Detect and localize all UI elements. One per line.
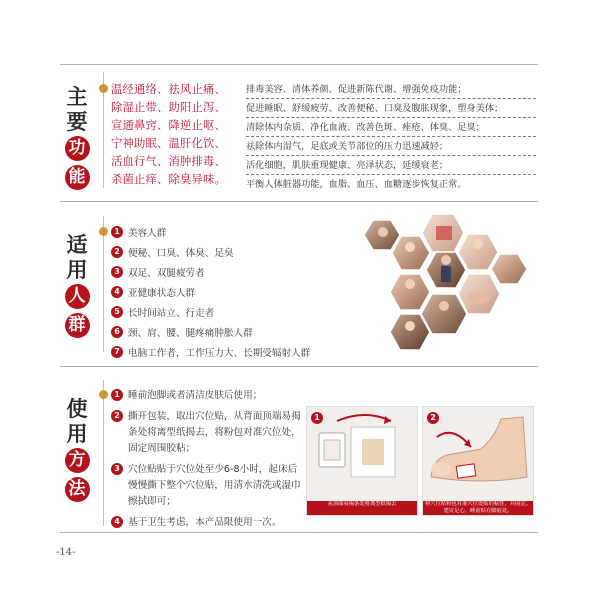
functions-bullet-dot — [99, 84, 108, 93]
functions-descriptions — [246, 81, 536, 194]
functions-keywords — [111, 81, 226, 189]
list-item: 1 睡前泡脚或者清洁皮肤后使用； — [111, 388, 301, 404]
photo-hexagon — [491, 254, 527, 284]
page-number: -14- — [56, 547, 76, 558]
photo-hexagon — [392, 236, 430, 270]
audience-list — [111, 225, 310, 359]
people-photo-collage — [340, 214, 540, 360]
list-item: 4 亚健康状态人群 — [111, 285, 310, 299]
function-keyword-row: 除湿止带、助阳止泻、 — [111, 101, 226, 114]
function-description-row: 平衡人体脏器功能，血脂、血压、血糖逐步恢复正常。 — [246, 179, 467, 190]
list-item: 7 电脑工作者，工作压力大、长期受辐射人群 — [111, 345, 310, 359]
list-item: 3 穴位贴贴于穴位处至少6-8小时，起床后慢慢撕下整个穴位贴，用清水清洗或湿巾擦拭即可； — [111, 462, 301, 510]
step2-caption: 将穴位贴粉包对准穴位处贴的粘性，并固定。建议足心，睡前贴在脚底处。 — [423, 501, 533, 515]
function-keyword-row: 宁神助眠、温肝化饮、 — [111, 137, 226, 150]
step2-number: 2 — [427, 412, 439, 424]
photo-hexagon — [426, 252, 466, 288]
list-item: 5 长时间站立、行走者 — [111, 305, 310, 319]
function-description-row: 清除体内杂质、净化血液、改善色斑、痤疮、体臭、足臭； — [246, 119, 536, 137]
audience-bullet-dot — [99, 227, 108, 236]
step1-illustration — [306, 406, 418, 516]
list-item: 4 基于卫生考虑，本产品限使用一次。 — [111, 515, 301, 531]
step2-illustration — [422, 406, 534, 516]
function-keyword-row: 温经通络、祛风止痛、 — [111, 83, 226, 96]
list-item: 2 撕开包装，取出穴位贴，从背面顶端易揭条处将离型纸揭去，将粉包对准穴位处，固定周围胶粘； — [111, 409, 301, 457]
usage-steps — [111, 388, 301, 536]
function-description-row: 活化细胞，肌肤重现健康、亮泽状态，延缓衰老； — [246, 157, 536, 175]
function-description-row: 祛除体内湿气，足底或关节部位的压力迅速减轻； — [246, 138, 536, 156]
patch-peel-icon — [307, 407, 417, 501]
step1-number: 1 — [311, 412, 323, 424]
audience-title: 适 用 人 群 — [62, 232, 92, 340]
function-description-row: 排毒美容、清体养颜、促进新陈代谢、增强免疫功能； — [246, 81, 536, 99]
list-item: 6 颈、肩、腰、腿疼痛肿胀人群 — [111, 325, 310, 339]
function-description-row: 促进睡眠、舒缓疲劳、改善便秘、口臭及腹胀现象，塑身美体； — [246, 100, 536, 118]
photo-hexagon — [390, 274, 430, 310]
list-item: 3 双足、双腿疲劳者 — [111, 265, 310, 279]
step1-caption: 从顶端易揭条处将离型纸揭去 — [307, 501, 417, 515]
photo-hexagon — [422, 214, 464, 252]
usage-vertical-line — [103, 380, 104, 526]
audience-vertical-line — [103, 216, 104, 352]
divider-top — [60, 64, 538, 65]
photo-hexagon — [364, 220, 400, 250]
photo-hexagon — [458, 234, 498, 270]
divider-middle — [60, 201, 538, 202]
list-item: 2 便秘、口臭、体臭、足臭 — [111, 245, 310, 259]
foot-patch-icon — [423, 407, 533, 501]
usage-title: 使 用 方 法 — [62, 396, 92, 504]
function-keyword-row: 活血行气、消肿排毒、 — [111, 155, 226, 168]
functions-title: 主 要 功 能 — [62, 84, 92, 192]
list-item: 1 美容人群 — [111, 225, 310, 239]
function-keyword-row: 宣通鼻窍、降逆止呕、 — [111, 119, 226, 132]
divider-lower — [60, 366, 538, 367]
usage-bullet-dot — [99, 390, 108, 399]
function-keyword-row: 杀菌止痒、除臭异味。 — [111, 173, 226, 186]
